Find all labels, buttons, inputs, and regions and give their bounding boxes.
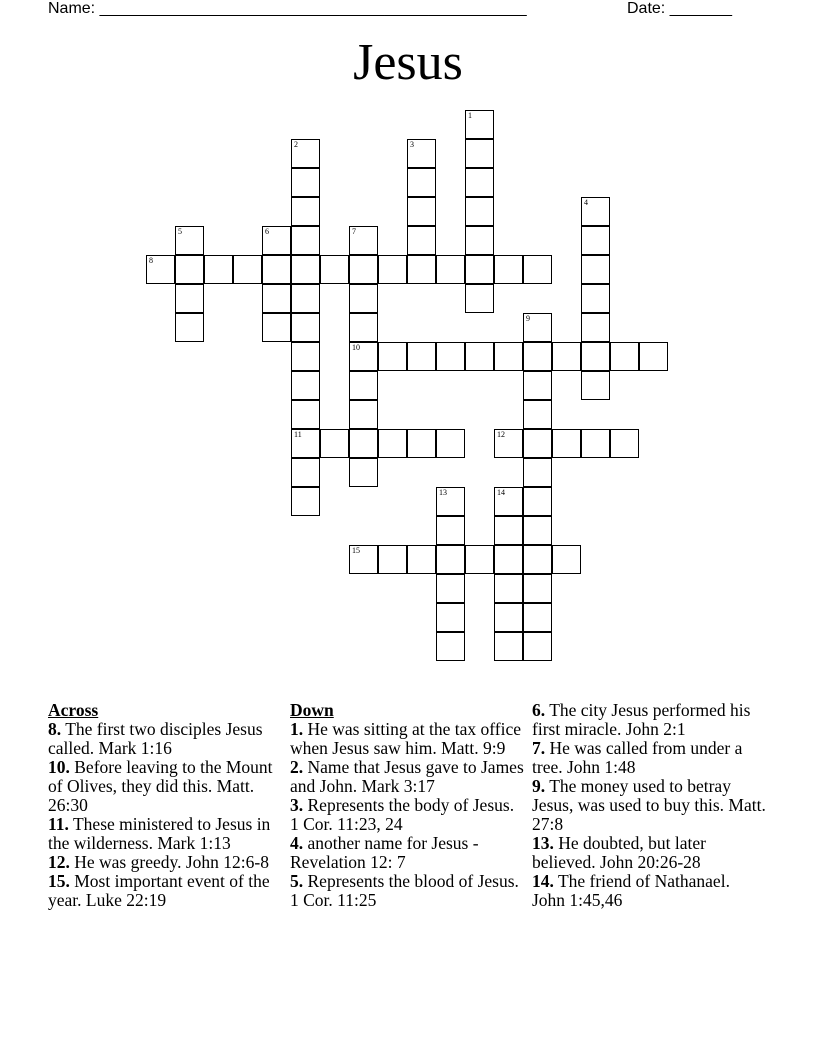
crossword-cell[interactable] [494,632,523,661]
page-title: Jesus [353,34,463,91]
crossword-cell[interactable] [494,487,523,516]
clue-text: Name that Jesus gave to James and John. Mark 3:17 [290,757,524,796]
clue-text: another name for Jesus - Revelation 12: 7 [290,833,479,872]
cell-number: 2 [294,140,298,149]
crossword-cell[interactable] [465,545,494,574]
clue-down-7 [532,739,766,777]
crossword-cell[interactable] [378,255,407,284]
clue-across-12 [48,853,282,872]
clue-number: 13. [532,833,554,853]
crossword-cell[interactable] [436,545,465,574]
down-heading: Down [290,700,334,720]
clue-across-15 [48,872,282,910]
crossword-cell[interactable] [523,458,552,487]
crossword-cell[interactable] [349,458,378,487]
crossword-cell[interactable] [320,255,349,284]
crossword-cell[interactable] [639,342,668,371]
crossword-cell[interactable] [349,284,378,313]
clue-across-8 [48,720,282,758]
crossword-cell[interactable] [291,284,320,313]
crossword-cell[interactable] [465,284,494,313]
clue-number: 2. [290,757,304,777]
crossword-cell[interactable] [465,168,494,197]
crossword-cell[interactable] [291,197,320,226]
crossword-cell[interactable] [494,255,523,284]
cell-number: 11 [294,430,302,439]
cell-number: 10 [352,343,360,352]
down-clues-1 [290,701,524,910]
crossword-cell[interactable] [581,197,610,226]
clue-text: The first two disciples Jesus called. Mark 1:16 [48,719,263,758]
crossword-cell[interactable] [349,255,378,284]
crossword-cell[interactable] [610,429,639,458]
clue-number: 8. [48,719,62,739]
clue-number: 10. [48,757,70,777]
crossword-cell[interactable] [436,574,465,603]
crossword-cell[interactable] [436,429,465,458]
crossword-cell[interactable] [523,313,552,342]
clue-down-5 [290,872,524,910]
clue-down-4 [290,834,524,872]
across-clues [48,701,282,910]
crossword-cell[interactable] [523,545,552,574]
crossword-cell[interactable] [465,197,494,226]
crossword-cell[interactable] [349,429,378,458]
crossword-cell[interactable] [349,371,378,400]
crossword-cell[interactable] [581,371,610,400]
crossword-cell[interactable] [523,429,552,458]
cell-number: 9 [526,314,530,323]
crossword-cell[interactable] [523,255,552,284]
crossword-cell[interactable] [320,429,349,458]
crossword-cell[interactable] [291,342,320,371]
crossword-cell[interactable] [436,255,465,284]
clue-text: These ministered to Jesus in the wilderness. Mark 1:13 [48,814,271,853]
crossword-cell[interactable] [465,110,494,139]
clue-text: Before leaving to the Mount of Olives, they did this. Matt. 26:30 [48,757,273,815]
crossword-cell[interactable] [494,574,523,603]
clue-number: 14. [532,871,554,891]
crossword-cell[interactable] [349,313,378,342]
clue-text: The money used to betray Jesus, was used to buy this. Matt. 27:8 [532,776,766,834]
crossword-cell[interactable] [523,487,552,516]
cell-number: 6 [265,227,269,236]
crossword-cell[interactable] [175,313,204,342]
crossword-cell[interactable] [494,603,523,632]
clue-text: He was called from under a tree. John 1:48 [532,738,743,777]
crossword-cell[interactable] [262,255,291,284]
crossword-cell[interactable] [291,371,320,400]
crossword-cell[interactable] [523,632,552,661]
crossword-cell[interactable] [407,139,436,168]
crossword-cell[interactable] [523,574,552,603]
clue-number: 11. [48,814,69,834]
clue-text: He doubted, but later believed. John 20:26-28 [532,833,706,872]
crossword-cell[interactable] [436,603,465,632]
crossword-cell[interactable] [407,226,436,255]
clue-text: Represents the blood of Jesus. 1 Cor. 11:25 [290,871,519,910]
cell-number: 14 [497,488,505,497]
crossword-cell[interactable] [291,458,320,487]
crossword-cell[interactable] [552,342,581,371]
crossword-cell[interactable] [146,255,175,284]
crossword-cell[interactable] [349,545,378,574]
crossword-cell[interactable] [407,429,436,458]
crossword-cell[interactable] [291,255,320,284]
crossword-cell[interactable] [494,429,523,458]
crossword-cell[interactable] [291,487,320,516]
cell-number: 7 [352,227,356,236]
crossword-cell[interactable] [552,429,581,458]
clue-down-9 [532,777,766,834]
crossword-cell[interactable] [349,400,378,429]
crossword-cell[interactable] [523,603,552,632]
crossword-cell[interactable] [581,313,610,342]
crossword-cell[interactable] [465,226,494,255]
down-clues-2 [532,701,766,910]
cell-number: 12 [497,430,505,439]
crossword-cell[interactable] [494,342,523,371]
crossword-cell[interactable] [465,255,494,284]
crossword-cell[interactable] [523,400,552,429]
clue-text: Most important event of the year. Luke 22:19 [48,871,270,910]
crossword-cell[interactable] [291,400,320,429]
across-heading: Across [48,700,99,720]
crossword-cell[interactable] [610,342,639,371]
cell-number: 1 [468,111,472,120]
crossword-cell[interactable] [581,255,610,284]
crossword-cell[interactable] [407,255,436,284]
crossword-cell[interactable] [291,168,320,197]
crossword-cell[interactable] [291,313,320,342]
crossword-cell[interactable] [407,545,436,574]
crossword-cell[interactable] [262,226,291,255]
crossword-cell[interactable] [436,342,465,371]
crossword-cell[interactable] [581,342,610,371]
crossword-cell[interactable] [291,429,320,458]
clue-across-10 [48,758,282,815]
crossword-cell[interactable] [523,516,552,545]
crossword-cell[interactable] [581,284,610,313]
crossword-cell[interactable] [552,545,581,574]
clue-down-14 [532,872,766,910]
crossword-cell[interactable] [523,371,552,400]
clue-number: 6. [532,700,546,720]
crossword-cell[interactable] [175,255,204,284]
crossword-cell[interactable] [581,226,610,255]
crossword-cell[interactable] [262,284,291,313]
crossword-cell[interactable] [233,255,262,284]
crossword-cell[interactable] [291,139,320,168]
crossword-cell[interactable] [581,429,610,458]
date-field[interactable]: Date: _______ [627,0,732,17]
crossword-cell[interactable] [378,429,407,458]
clue-text: He was sitting at the tax office when Jesus saw him. Matt. 9:9 [290,719,522,758]
cell-number: 15 [352,546,360,555]
crossword-cell[interactable] [407,197,436,226]
cell-number: 4 [584,198,588,207]
clue-down-6 [532,701,766,739]
cell-number: 5 [178,227,182,236]
clue-across-11 [48,815,282,853]
clue-down-1 [290,720,524,758]
crossword-cell[interactable] [378,545,407,574]
crossword-cell[interactable] [436,487,465,516]
crossword-cell[interactable] [349,226,378,255]
crossword-cell[interactable] [436,632,465,661]
crossword-cell[interactable] [378,342,407,371]
clue-down-2 [290,758,524,796]
cell-number: 3 [410,140,414,149]
clue-number: 12. [48,852,70,872]
clue-number: 3. [290,795,304,815]
clue-number: 15. [48,871,70,891]
name-field[interactable]: Name: ________________________________________________ [48,0,527,17]
crossword-cell[interactable] [204,255,233,284]
crossword-cell[interactable] [175,284,204,313]
clue-down-3 [290,796,524,834]
crossword-cell[interactable] [494,545,523,574]
clue-text: Represents the body of Jesus. 1 Cor. 11:23, 24 [290,795,515,834]
clue-text: The city Jesus performed his first miracle. John 2:1 [532,700,751,739]
cell-number: 8 [149,256,153,265]
crossword-cell[interactable] [175,226,204,255]
crossword-cell[interactable] [262,313,291,342]
clue-text: He was greedy. John 12:6-8 [74,852,269,872]
crossword-cell[interactable] [523,342,552,371]
crossword-cell[interactable] [407,342,436,371]
clue-number: 1. [290,719,304,739]
clue-number: 9. [532,776,546,796]
clue-text: The friend of Nathanael. John 1:45,46 [532,871,730,910]
clue-down-13 [532,834,766,872]
crossword-cell[interactable] [494,516,523,545]
crossword-cell[interactable] [407,168,436,197]
crossword-cell[interactable] [465,342,494,371]
crossword-cell[interactable] [436,516,465,545]
crossword-cell[interactable] [465,139,494,168]
clue-number: 7. [532,738,546,758]
clue-number: 5. [290,871,304,891]
crossword-cell[interactable] [349,342,378,371]
cell-number: 13 [439,488,447,497]
clue-number: 4. [290,833,304,853]
crossword-cell[interactable] [291,226,320,255]
